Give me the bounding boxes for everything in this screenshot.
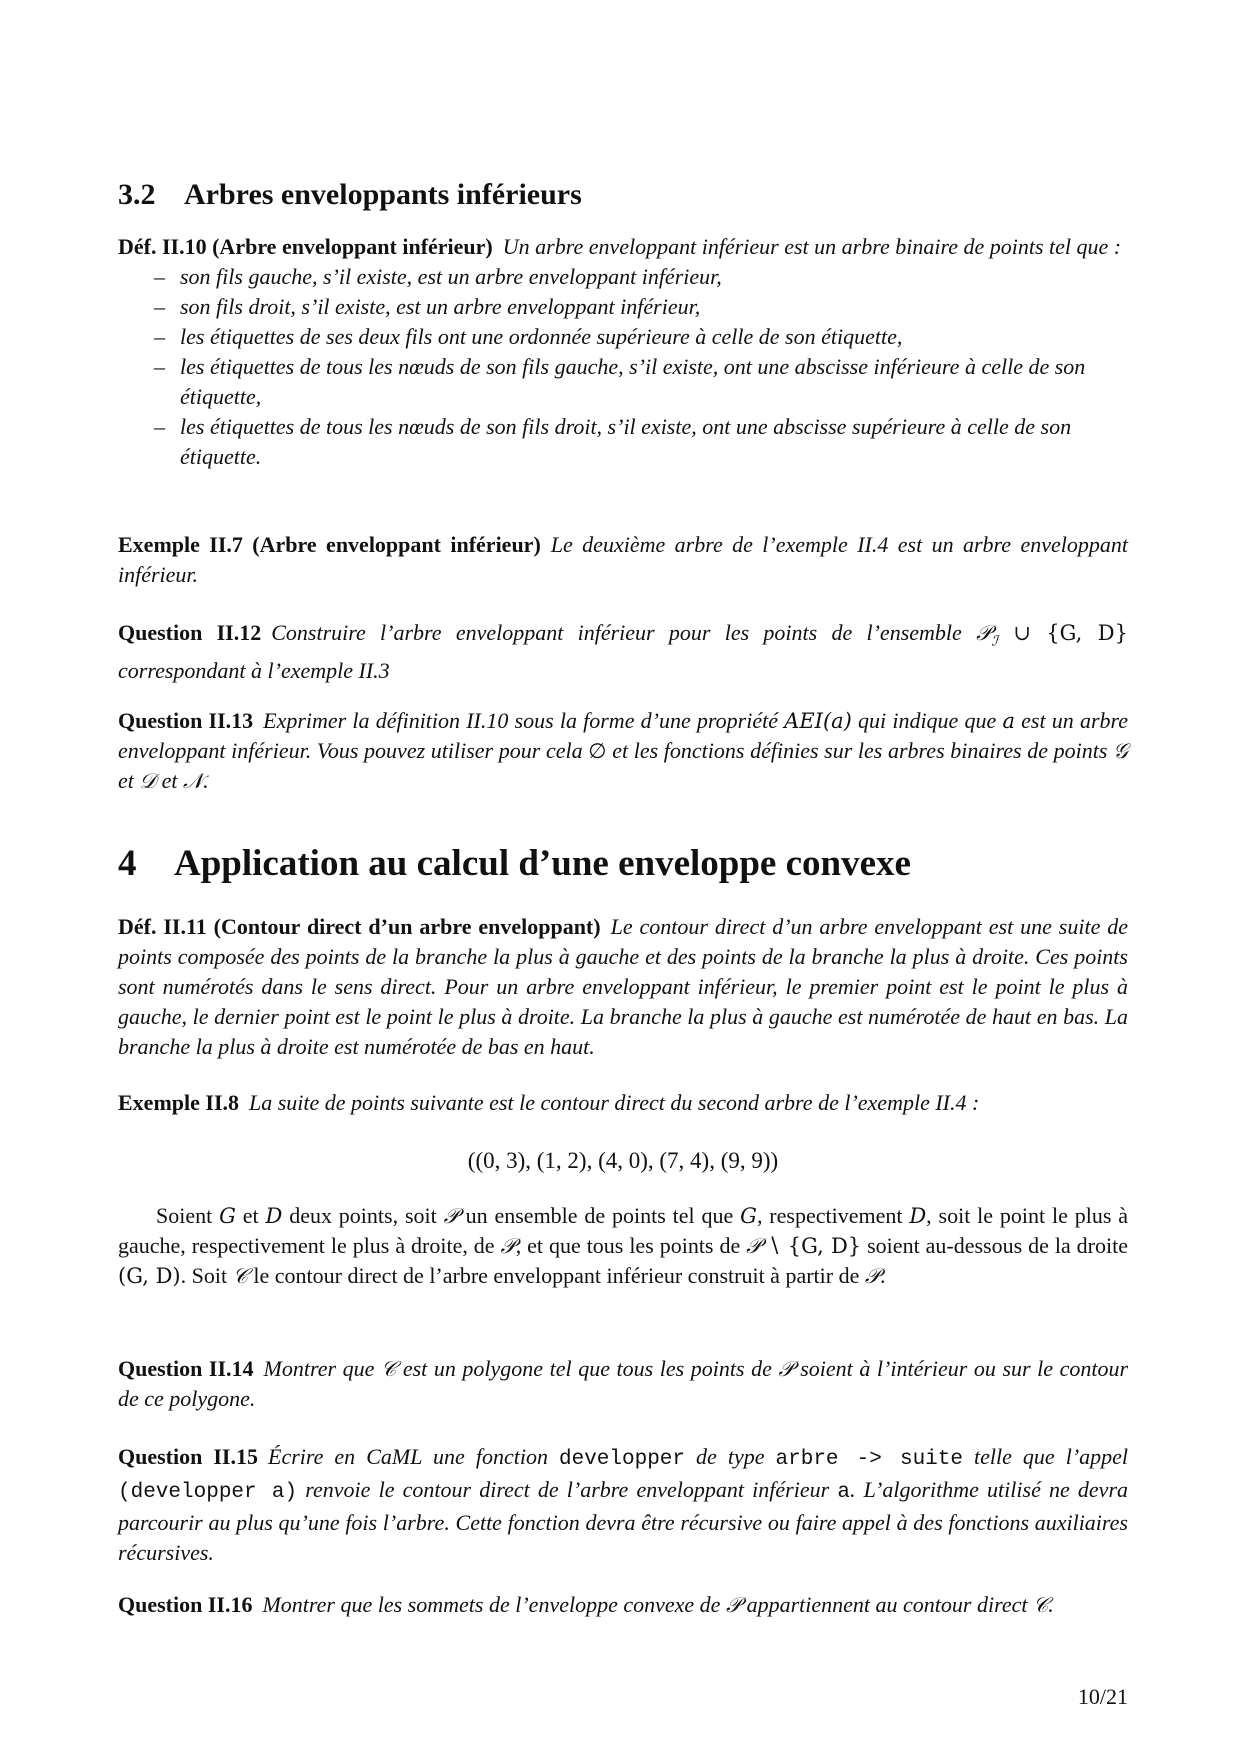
list-item: – son fils droit, s’il existe, est un arbre enveloppant inférieur, (118, 292, 1128, 322)
math-set-P: 𝒫 (976, 621, 992, 645)
section-heading-3-2 (118, 178, 582, 212)
question-text: soient à l’intérieur ou sur le contour de ce polygone. (118, 1356, 1129, 1411)
math-emptyset: ∅ (588, 739, 607, 763)
question-text: Exprimer la définition II.10 sous la forme d’une propriété (263, 708, 778, 733)
math-P: 𝒫 (778, 1357, 794, 1381)
section-title: Application au calcul d’une enveloppe convexe (174, 843, 911, 884)
formula-point-sequence: ((0, 3), (1, 2), (4, 0), (7, 4), (9, 9)) (467, 1148, 779, 1173)
math-G: G (219, 1204, 236, 1228)
text: . Soit (180, 1263, 228, 1288)
question-text: de type (696, 1444, 765, 1469)
definition-II-11 (118, 912, 1128, 1062)
question-text: telle que l’appel (974, 1444, 1129, 1469)
question-label: Question II.15 (118, 1444, 258, 1469)
text: Soient (156, 1203, 213, 1228)
question-label: Question II.14 (118, 1356, 254, 1381)
question-text: est un polygone tel que tous les points de (402, 1356, 772, 1381)
definition-label: Déf. II.10 (Arbre enveloppant inférieur) (118, 234, 493, 259)
question-II-14 (118, 1354, 1128, 1414)
example-text: Le deuxième arbre de l’exemple II.4 est un arbre enveloppant inférieur. (118, 532, 1128, 587)
punctuation: . (1048, 1592, 1054, 1617)
question-label: Question II.12 (118, 620, 262, 645)
example-II-8 (118, 1088, 1128, 1118)
math-P: 𝒫 (443, 1204, 459, 1228)
example-text: La suite de points suivante est le contour direct du second arbre de l’exemple II.4 : (249, 1090, 980, 1115)
list-item: – les étiquettes de tous les nœuds de son fils gauche, s’il existe, ont une abscisse inférieure à celle de son étiquette, (118, 352, 1128, 412)
text: le contour direct de l’arbre enveloppant inférieur construit à partir de (253, 1263, 860, 1288)
punctuation: . (880, 1263, 886, 1288)
text: et (242, 1203, 259, 1228)
code-snippet: (developper a) (118, 1481, 298, 1504)
text: , et que tous les points de (515, 1233, 741, 1258)
code-snippet: developper (558, 1448, 686, 1471)
example-II-7 (118, 530, 1128, 590)
math-var: a (1002, 709, 1015, 733)
example-label: Exemple II.8 (118, 1090, 239, 1115)
question-II-12 (118, 618, 1128, 686)
list-item: – les étiquettes de ses deux fils ont une ordonnée supérieure à celle de son étiquette, (118, 322, 1128, 352)
definition-II-10 (118, 232, 1128, 472)
definition-list (118, 262, 1128, 472)
question-text: et les fonctions définies sur les arbres binaires de points (612, 738, 1108, 763)
list-item: – les étiquettes de tous les nœuds de son fils droit, s’il existe, ont une abscisse supérieure à celle de son étiquette. (118, 412, 1128, 472)
math-C: 𝒞 (1032, 1593, 1049, 1617)
question-text: correspondant à l’exemple II.3 (118, 658, 390, 684)
math-C: 𝒞 (380, 1357, 397, 1381)
math-N: 𝒩 (183, 769, 204, 793)
code-snippet: a (837, 1481, 850, 1504)
question-label: Question II.13 (118, 708, 254, 733)
math-D: D (265, 1204, 283, 1228)
math-line: (G, D) (118, 1264, 181, 1288)
definition-intro: Un arbre enveloppant inférieur est un arbre binaire de points tel que : (502, 234, 1122, 259)
section-heading-4 (118, 842, 911, 885)
question-text: Montrer que les sommets de l’enveloppe convexe de (262, 1592, 721, 1617)
math-D: 𝒟 (139, 769, 157, 793)
paragraph (118, 1201, 1128, 1291)
math-G: G (740, 1204, 757, 1228)
question-text: . L’algorithme utilisé ne devra parcourir au plus qu’une fois l’arbre. Cette fonction devra être récursive ou faire appel à des fonctions auxiliaires récursives. (118, 1477, 1129, 1565)
text: un ensemble de points tel que (465, 1203, 734, 1228)
section-number: 3.2 (118, 178, 156, 211)
section-number: 4 (118, 843, 137, 884)
text: , soit le point le plus à gauche, respectivement le plus à droite, de (118, 1203, 1129, 1258)
section-title: Arbres enveloppants inférieurs (184, 178, 582, 211)
question-text: renvoie le contour direct de l’arbre enveloppant inférieur (305, 1477, 830, 1502)
math-union: ∪ {G, D} (997, 621, 1128, 645)
question-label: Question II.16 (118, 1592, 253, 1617)
math-C: 𝒞 (232, 1264, 248, 1288)
question-text: est un arbre enveloppant inférieur. Vous pouvez utiliser pour cela (118, 708, 1129, 763)
question-text: Construire l’arbre enveloppant inférieur pour les points de l’ensemble (271, 620, 962, 645)
definition-text: Le contour direct d’un arbre enveloppant est une suite de points composée des points de la branche la plus à gauche et des points de la branche la plus à droite. Ces points sont numérotés dans le sens direct. Pour un arbre enveloppant inférieur, le premier point est le point le plus à gauche, le dernier point est le point le plus à droite. La branche la plus à gauche est numérotée de haut en bas. La branche la plus à droite est numérotée de bas en haut. (118, 914, 1128, 1059)
math-P: 𝒫 (500, 1234, 516, 1258)
math-subscript: ℐ (991, 633, 998, 650)
math-P: 𝒫 (746, 1234, 762, 1258)
text: deux points, soit (289, 1203, 437, 1228)
question-II-13 (118, 706, 1128, 796)
math-setminus: ∖ {G, D} (767, 1234, 862, 1258)
code-snippet: arbre -> suite (775, 1448, 963, 1471)
math-G: 𝒢 (1113, 739, 1128, 763)
question-text: et (161, 768, 178, 793)
question-text: Montrer que (263, 1356, 375, 1381)
question-II-16 (118, 1590, 1128, 1620)
question-text: et (118, 768, 134, 793)
definition-label: Déf. II.11 (Contour direct d’un arbre enveloppant) (118, 914, 601, 939)
text: soient au-dessous de la droite (867, 1233, 1128, 1258)
question-text: qui indique que (858, 708, 997, 733)
example-label: Exemple II.7 (Arbre enveloppant inférieur) (118, 532, 541, 557)
math-property: AEI(a) (784, 709, 852, 733)
list-item: – son fils gauche, s’il existe, est un arbre enveloppant inférieur, (118, 262, 1128, 292)
punctuation: . (203, 768, 209, 793)
question-text: appartiennent au contour direct (746, 1592, 1028, 1617)
math-P: 𝒫 (864, 1264, 881, 1288)
question-II-15 (118, 1442, 1128, 1568)
page-number: 10/21 (1077, 1684, 1128, 1709)
math-D: D (909, 1204, 927, 1228)
math-P: 𝒫 (725, 1593, 742, 1617)
question-text: Écrire en CaML une fonction (268, 1444, 548, 1469)
text: , respectivement (756, 1203, 903, 1228)
